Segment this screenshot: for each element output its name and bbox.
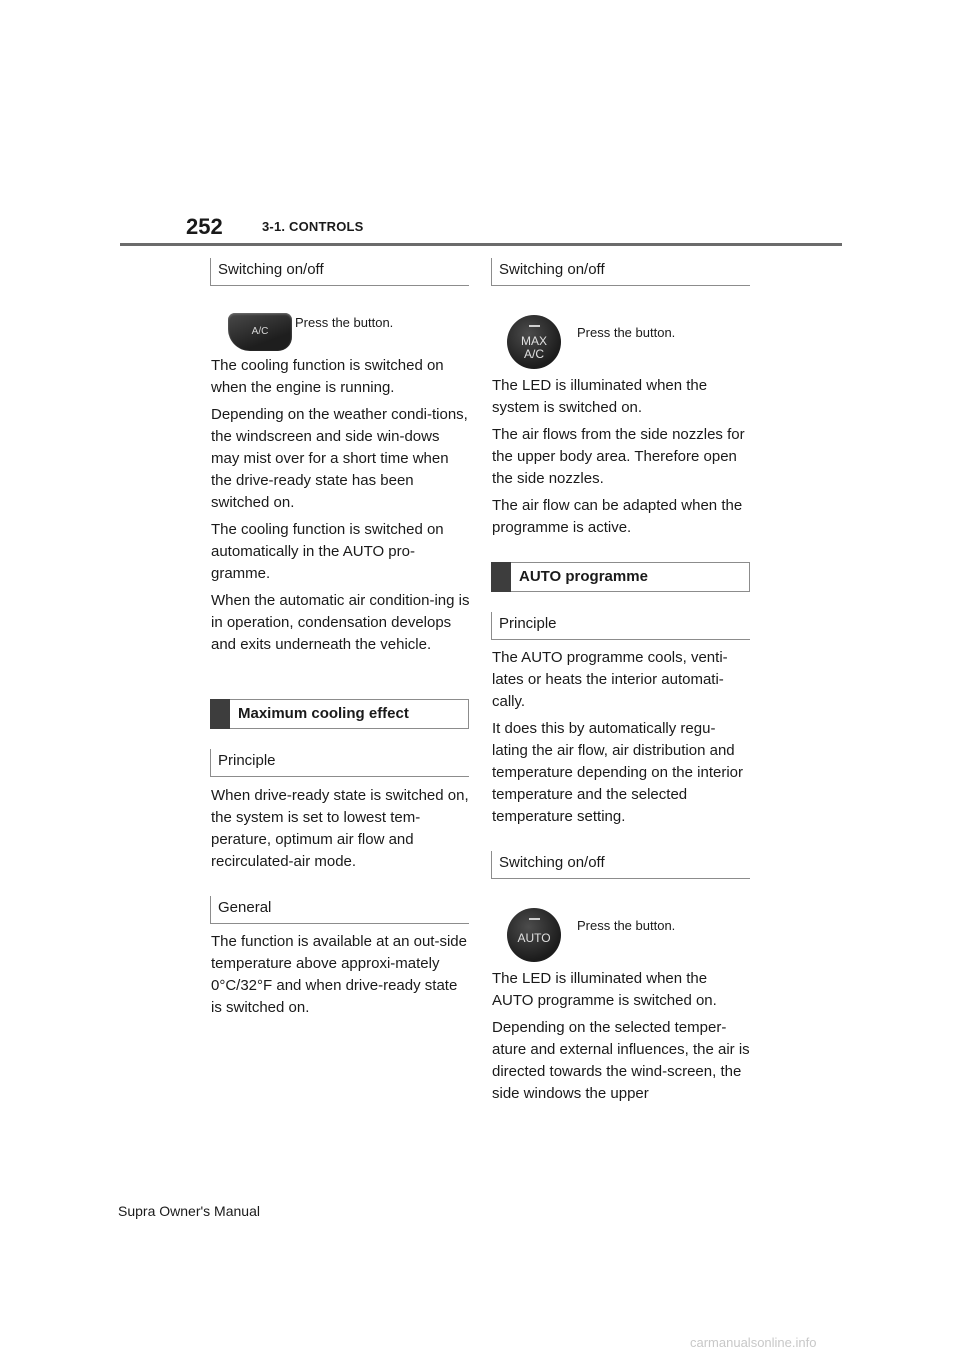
max-cooling-heading-text: Maximum cooling effect [238,705,409,722]
max-ac-label-line2: A/C [523,347,544,361]
general-text [211,931,470,1024]
header-divider [120,243,842,246]
paragraph: Depending on the weather condi-tions, the windscreen and side win-dows may mist over for a short time when the drive-ready state has been switched on. [211,406,468,511]
ac-button-label: A/C [251,326,269,337]
led-indicator [529,325,540,327]
switching-heading-right-2: Switching on/off [491,851,750,879]
auto-button-label: AUTO [517,931,551,945]
auto-programme-heading-text: AUTO programme [519,568,648,585]
auto-button-icon [507,908,561,962]
paragraph: The air flow can be adapted when the programme is active. [492,497,743,536]
max-cooling-heading [210,699,469,729]
paragraph: It does this by automatically regu-lating the air flow, air distribution and temperature depending on the interior temperature and the selected temperature setting. [492,720,744,825]
paragraph: The AUTO programme cools, venti-lates or heats the interior automati-cally. [492,649,728,710]
press-note-right: Press the button. [577,325,676,340]
paragraph: When drive-ready state is switched on, the system is set to lowest tem-perature, optimum air flow and recirculated-air mode. [211,787,469,870]
switching-heading-left: Switching on/off [210,258,469,286]
heading-marker [210,699,230,729]
ac-button-icon [228,313,292,351]
max-ac-label-line1: MAX [520,334,547,348]
watermark: carmanualsonline.info [690,1335,817,1350]
paragraph: The LED is illuminated when the system is switched on. [492,377,708,416]
paragraph: The function is available at an out-side temperature above approxi-mately 0°C/32°F and when drive-ready state is switched on. [211,933,467,1016]
max-ac-button-icon [507,315,561,369]
principle-heading-right: Principle [491,612,750,640]
principle-text-right [492,647,751,833]
section-title: 3-1. CONTROLS [262,219,364,234]
paragraph: The cooling function is switched on automatically in the AUTO pro-gramme. [211,521,444,582]
right-body-text [492,375,751,544]
paragraph: Depending on the selected temper-ature and external influences, the air is directed towards the wind-screen, the side windows the upper [492,1019,750,1102]
paragraph: The cooling function is switched on when the engine is running. [211,357,444,396]
footer-manual-title: Supra Owner's Manual [118,1203,260,1219]
paragraph: The LED is illuminated when the AUTO programme is switched on. [492,970,717,1009]
heading-marker [491,562,511,592]
page-number: 252 [186,214,223,239]
left-body-text [211,355,470,661]
press-note-right-2: Press the button. [577,918,676,933]
principle-heading-left: Principle [210,749,469,777]
paragraph: The air flows from the side nozzles for the upper body area. Therefore open the side nozzles. [492,426,745,487]
auto-programme-heading [491,562,750,592]
final-text [492,968,751,1110]
general-heading: General [210,896,469,924]
led-indicator [529,918,540,920]
principle-text-left [211,785,470,878]
press-note-left: Press the button. [295,315,394,330]
switching-heading-right: Switching on/off [491,258,750,286]
paragraph: When the automatic air condition-ing is in operation, condensation develops and exits underneath the vehicle. [211,592,470,653]
